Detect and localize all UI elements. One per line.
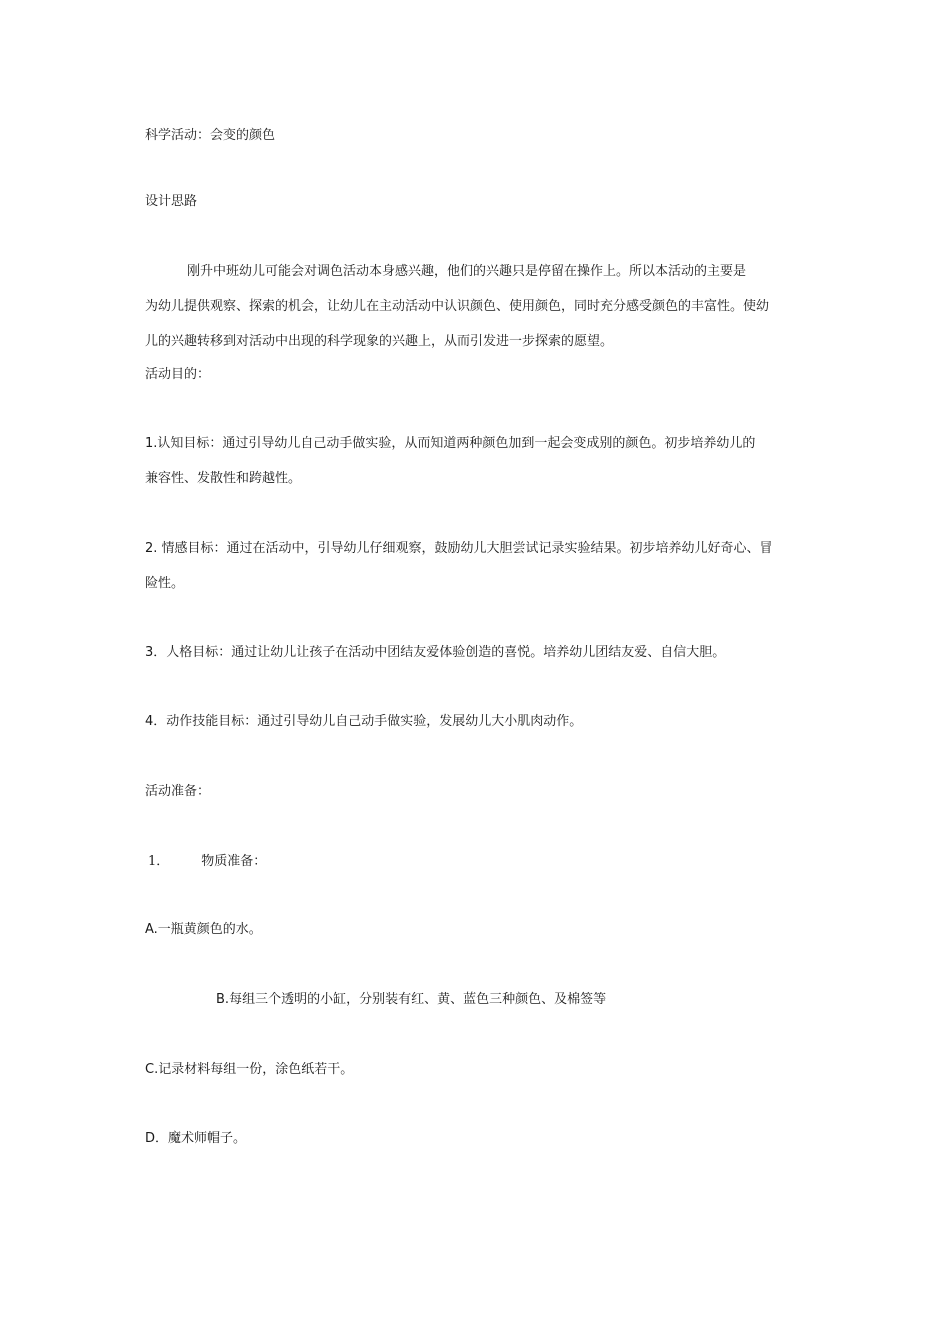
material-letter: A.	[145, 922, 158, 937]
goal-number: 1.	[145, 436, 158, 451]
material-letter: C.	[145, 1062, 159, 1077]
goal-number: 3．	[145, 645, 167, 660]
material-text: 一瓶黄颜色的水。	[157, 922, 262, 937]
material-item-c	[145, 1061, 353, 1079]
goal-text: 人格目标：通过让幼儿让孩子在活动中团结友爱体验创造的喜悦。培养幼儿团结友爱、自信大胆。	[166, 645, 726, 660]
prep-item-1	[148, 853, 266, 871]
goal-number: 4．	[145, 714, 167, 729]
prep-item-number: 1．	[148, 854, 170, 869]
material-item-b	[216, 991, 606, 1009]
material-letter: D．	[145, 1131, 169, 1146]
prep-heading: 活动准备：	[145, 784, 211, 799]
goal-item-1	[145, 435, 755, 453]
goal-item-2	[145, 540, 773, 558]
goal-item-2-continued: 险性。	[145, 576, 185, 591]
goal-number: 2.	[145, 541, 158, 556]
material-text: 记录材料每组一份，涂色纸若干。	[158, 1062, 354, 1077]
goal-item-1-continued: 兼容性、发散性和跨越性。	[145, 471, 302, 486]
material-text: 每组三个透明的小缸，分别装有红、黄、蓝色三种颜色、及棉签等	[229, 992, 607, 1007]
design-heading: 设计思路	[145, 194, 198, 209]
material-item-d	[145, 1130, 246, 1148]
design-paragraph-line-1: 刚升中班幼儿可能会对调色活动本身感兴趣，他们的兴趣只是停留在操作上。所以本活动的主要是	[187, 264, 747, 279]
goal-item-4	[145, 713, 582, 731]
goal-text: 情感目标：通过在活动中，引导幼儿仔细观察，鼓励幼儿大胆尝试记录实验结果。初步培养幼儿好奇心、冒	[161, 541, 773, 556]
document-title: 科学活动：会变的颜色	[145, 128, 276, 143]
material-text: 魔术师帽子。	[168, 1131, 247, 1146]
design-paragraph-line-3: 儿的兴趣转移到对活动中出现的科学现象的兴趣上，从而引发进一步探索的愿望。	[145, 334, 614, 349]
material-letter: B.	[216, 992, 230, 1007]
goal-text: 认知目标：通过引导幼儿自己动手做实验，从而知道两种颜色加到一起会变成别的颜色。初步培养幼儿的	[157, 436, 756, 451]
goals-heading: 活动目的：	[145, 367, 211, 382]
goal-item-3	[145, 644, 725, 662]
prep-item-label: 物质准备：	[201, 854, 267, 869]
material-item-a	[145, 921, 262, 939]
goal-text: 动作技能目标：通过引导幼儿自己动手做实验，发展幼儿大小肌肉动作。	[166, 714, 583, 729]
design-paragraph-line-2: 为幼儿提供观察、探索的机会，让幼儿在主动活动中认识颜色、使用颜色，同时充分感受颜色的丰富性。使幼	[145, 299, 770, 314]
